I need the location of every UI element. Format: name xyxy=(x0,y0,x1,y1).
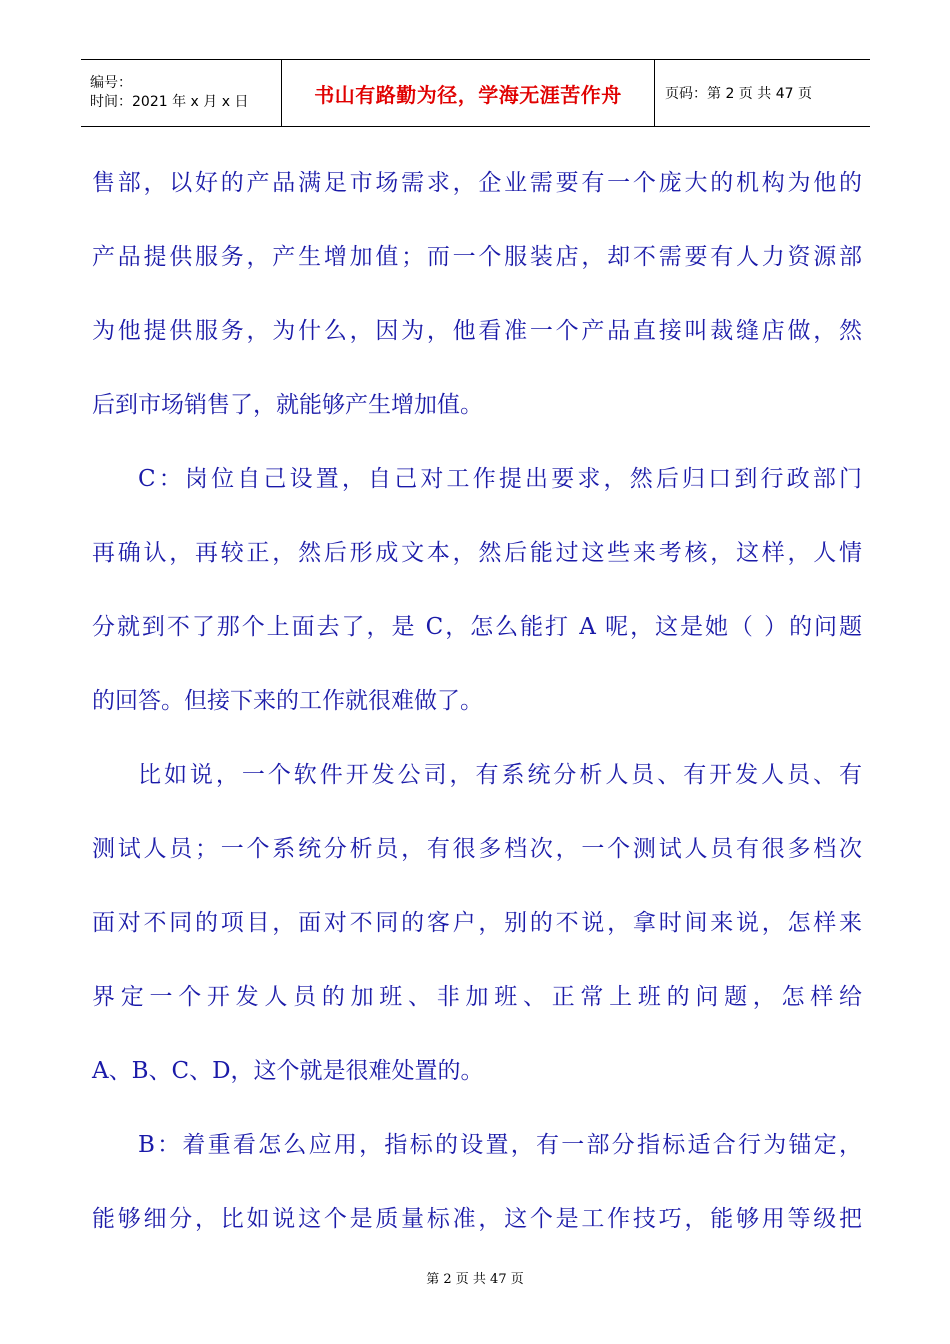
text-line: B：着重看怎么应用，指标的设置，有一部分指标适合行为锚定， xyxy=(138,1132,862,1158)
text-line: 测试人员；一个系统分析员，有很多档次，一个测试人员有很多档次 xyxy=(92,836,862,862)
time-label: 时间：2021 年 x 月 x 日 xyxy=(90,94,249,110)
document-body xyxy=(92,146,862,1256)
page-header xyxy=(81,59,870,127)
text-line: 产品提供服务，产生增加值；而一个服装店，却不需要有人力资源部 xyxy=(92,244,862,270)
header-page-info: 页码：第 2 页 共 47 页 xyxy=(665,86,812,102)
text-line: 分就到不了那个上面去了，是 C，怎么能打 A 呢，这是她（ ）的问题 xyxy=(92,614,862,640)
text-line: 界定一个开发人员的加班、非加班、正常上班的问题，怎样给 xyxy=(92,984,862,1010)
text-line: A、B、C、D，这个就是很难处置的。 xyxy=(92,1058,484,1084)
text-line: 为他提供服务，为什么，因为，他看准一个产品直接叫裁缝店做，然 xyxy=(92,318,862,344)
text-line: 后到市场销售了，就能够产生增加值。 xyxy=(92,392,483,418)
serial-label: 编号： xyxy=(90,75,132,91)
text-line: 面对不同的项目，面对不同的客户，别的不说，拿时间来说，怎样来 xyxy=(92,910,862,936)
text-line: 比如说，一个软件开发公司，有系统分析人员、有开发人员、有 xyxy=(138,762,862,788)
text-line: C：岗位自己设置，自己对工作提出要求，然后归口到行政部门 xyxy=(138,466,862,492)
text-line: 再确认，再较正，然后形成文本，然后能过这些来考核，这样，人情 xyxy=(92,540,862,566)
page-footer: 第 2 页 共 47 页 xyxy=(426,1272,524,1287)
header-motto: 书山有路勤为径，学海无涯苦作舟 xyxy=(282,60,655,126)
text-line: 的回答。但接下来的工作就很难做了。 xyxy=(92,688,483,714)
text-line: 售部，以好的产品满足市场需求，企业需要有一个庞大的机构为他的 xyxy=(92,170,862,196)
text-line: 能够细分，比如说这个是质量标准，这个是工作技巧，能够用等级把 xyxy=(92,1206,862,1232)
header-meta xyxy=(81,60,282,126)
